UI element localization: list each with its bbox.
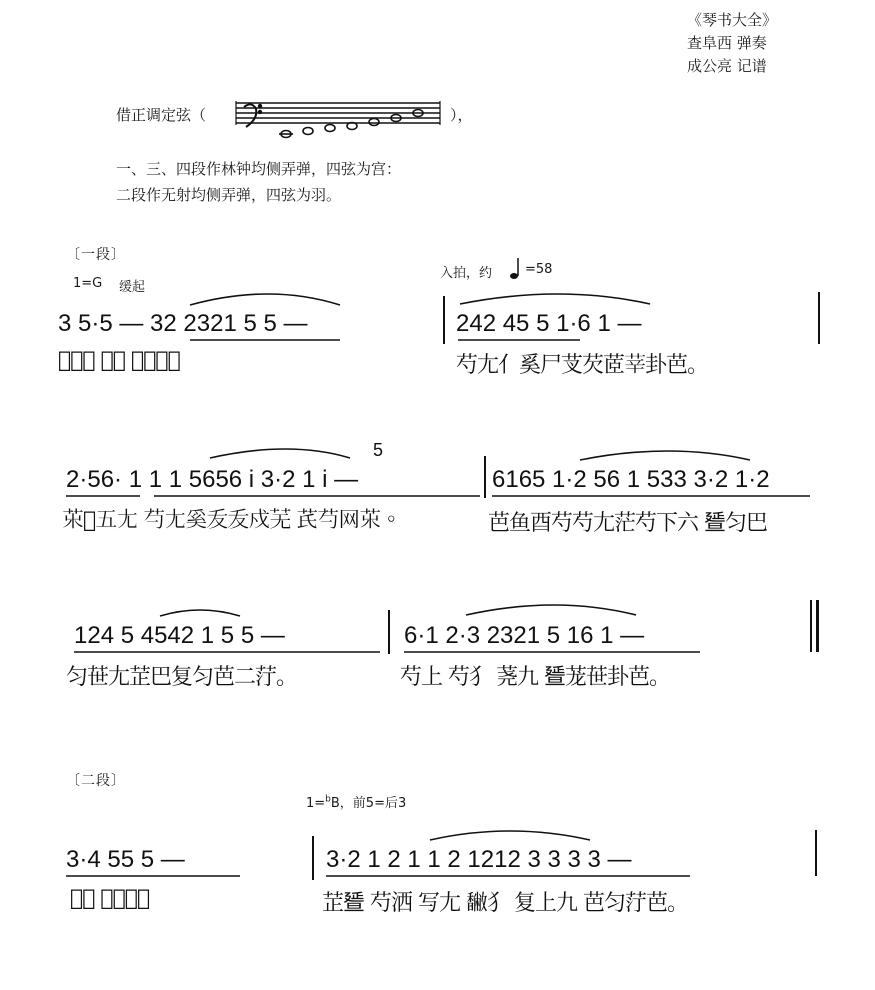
section-2-title: 〔二段〕: [66, 773, 126, 789]
notes-row2-b: 6165 1·2 56 1 533 3·2 1·2: [492, 466, 770, 493]
section-1-tempo-change: 入拍，约: [440, 266, 493, 281]
section-1-key: 1=G: [73, 276, 103, 291]
notes-row4-b: 3·2 1 2 1 1 2 1212 3 3 3 3 —: [326, 846, 632, 873]
section-2-key: [306, 792, 406, 811]
tab-row1-b: 芍尢亻奚尸芆芡茝𦭱卦芭。: [456, 353, 709, 378]
tuning-label-close: ），: [450, 106, 473, 124]
section-2-key-prefix: 1=: [306, 796, 326, 811]
tab-row2-a: 𦬝𦭕五尢 芍尢奚叐叐戍芜 芪芍网𦬝。: [62, 508, 402, 533]
notes-row3-b: 6·1 2·3 2321 5 16 1 —: [404, 622, 645, 649]
source-title: 《琴书大全》: [687, 11, 778, 29]
barline: [443, 296, 445, 344]
section-1-tempo-start: 缓起: [119, 280, 146, 295]
double-barline-thick: [816, 600, 819, 652]
barline: [312, 836, 314, 880]
tab-row3-b: 芍上 芍犭 荛九 𣇇茏𦭓卦芭。: [400, 665, 670, 690]
tuning-label: 借正调定弦（: [116, 106, 207, 124]
section-1-tempo-value: =58: [525, 262, 553, 277]
tab-row4-a: 𪞶芍 芭𦭑芭。: [70, 886, 150, 911]
tab-row2-b: 芭鱼酉芍芍尢茫芍下六 𣇇匀巴: [488, 511, 767, 536]
performer-credit: 查阜西 弹奏: [687, 34, 767, 52]
barline: [484, 456, 486, 498]
notes-row4-a: 3·4 55 5 —: [66, 846, 185, 873]
barline: [818, 292, 820, 344]
tab-row3-a: 匀𦭓尢𦭒巴复匀芭二𦭑。: [66, 665, 298, 690]
notes-row1-a: 3 5·5 — 32 2321 5 5 —: [58, 310, 308, 337]
tab-row4-b: 𦭒𣇇 芍洒 写尢 𩡡犭 复上九 芭匀𦭑芭。: [322, 891, 688, 916]
transcriber-credit: 成公亮 记谱: [687, 57, 767, 75]
notes-row2-a: 2·56· 1 1 1 5656 i 3·2 1 i —: [66, 466, 359, 493]
notes-row1-b: 242 45 5 1·6 1 —: [456, 310, 642, 337]
section-1-title: 〔一段〕: [66, 247, 126, 263]
notes-row3-a: 124 5 4542 1 5 5 —: [74, 622, 285, 649]
mode-note-line1: 一、三、四段作林钟均侧弄弹，四弦为宫：: [116, 160, 402, 178]
barline: [388, 610, 390, 654]
tab-row1-a: 𪞶㽷芍 𪟖𣅣 芭𦭑芍。: [58, 348, 180, 373]
mode-note-line2: 二段作无射均侧弄弹，四弦为羽。: [116, 186, 342, 204]
notes-row2-superscript: 5: [373, 440, 384, 460]
double-barline-thin: [810, 600, 812, 652]
flat-sign: b: [325, 794, 331, 805]
section-2-key-rest: B，前5=后3: [330, 796, 407, 811]
barline: [815, 830, 817, 876]
